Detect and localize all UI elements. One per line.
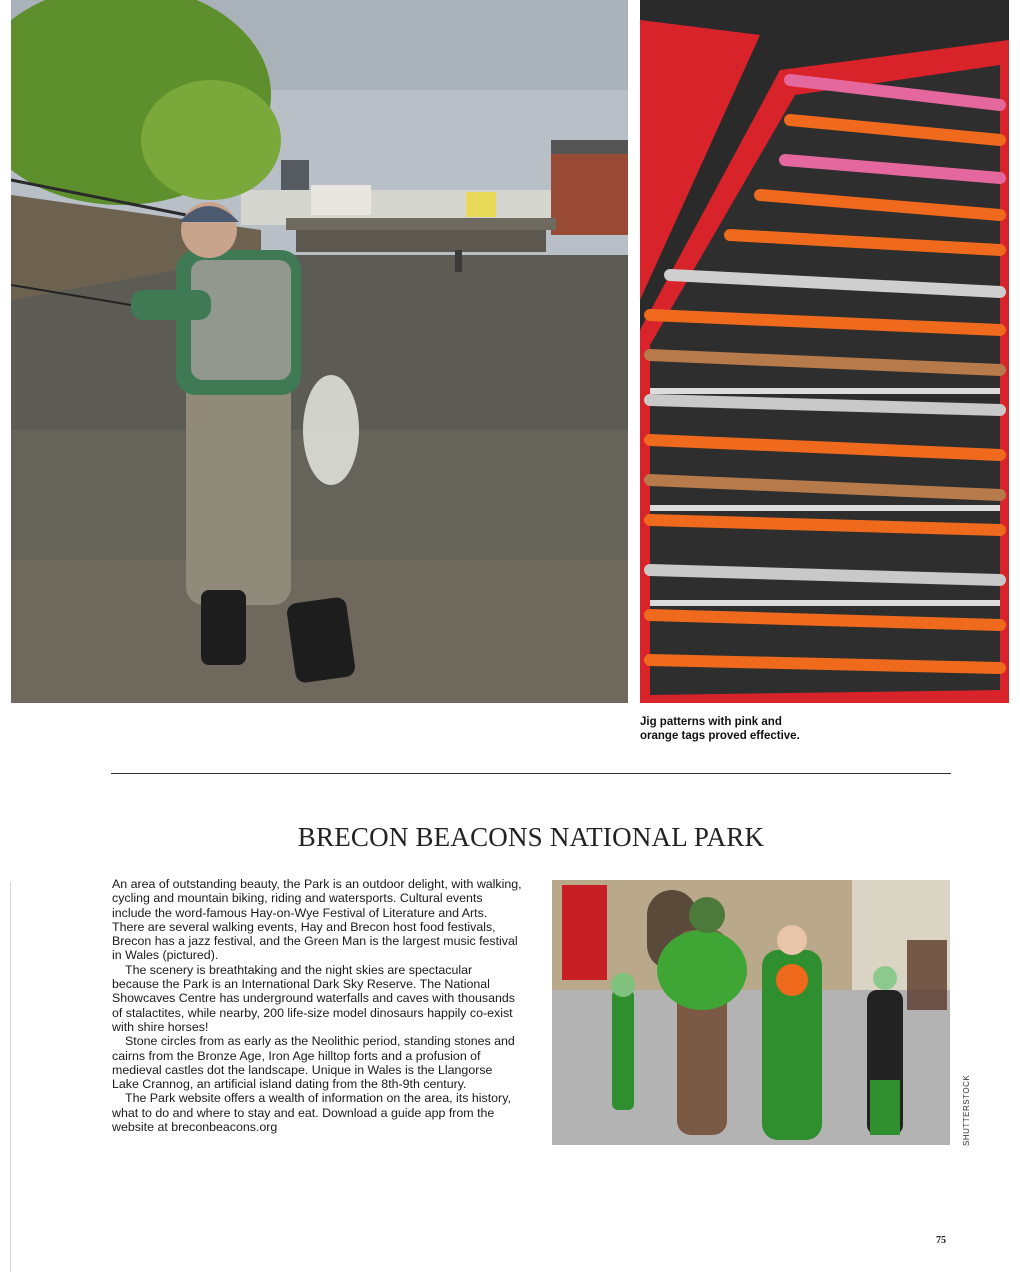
caption-line-1: Jig patterns with pink and [640, 716, 782, 728]
article-paragraph-4: The Park website offers a wealth of information on the area, its history, what to do and where to stay and eat. Download a guide app from the website at breconbeacons.org [112, 1091, 511, 1135]
article-paragraph-3: Stone circles from as early as the Neolithic period, standing stones and cairns from the Bronze Age, Iron Age hilltop forts and a profusion of medieval castles dot the landscape. Unique in Wales is the Llangorse Lake Crannog, an artificial island dating from the 8th-9th century. [112, 1034, 515, 1092]
article-body [112, 877, 522, 1134]
angler-photo [11, 0, 628, 703]
section-divider [111, 773, 951, 774]
page-number: 75 [936, 1235, 946, 1246]
article-paragraph-1: An area of outstanding beauty, the Park is an outdoor delight, with walking, cycling and mountain biking, riding and watersports. Cultural events include the word-famous Hay-on-Wye Festival of Literature and Arts. There are several walking events, Hay and Brecon host food festivals, Brecon has a jazz festival, and the Green Man is the largest music festival in Wales (pictured). [112, 877, 522, 963]
angler-illustration [11, 0, 628, 703]
caption-line-2: orange tags proved effective. [640, 730, 800, 742]
article-heading: BRECON BEACONS NATIONAL PARK [297, 822, 765, 852]
photo-credit: SHUTTERSTOCK [962, 1074, 971, 1146]
fly-box-illustration [640, 0, 1009, 703]
fly-box-caption [640, 715, 840, 743]
parade-illustration [552, 880, 950, 1145]
page-gutter-line [10, 882, 11, 1272]
green-man-parade-photo [552, 880, 950, 1145]
fly-box-photo [640, 0, 1009, 703]
article-paragraph-2: The scenery is breathtaking and the night skies are spectacular because the Park is an International Dark Sky Reserve. The National Showcaves Centre has underground waterfalls and caves with thousands of stalactites, while nearby, 200 life-size model dinosaurs happily co-exist with shire horses! [112, 962, 515, 1034]
